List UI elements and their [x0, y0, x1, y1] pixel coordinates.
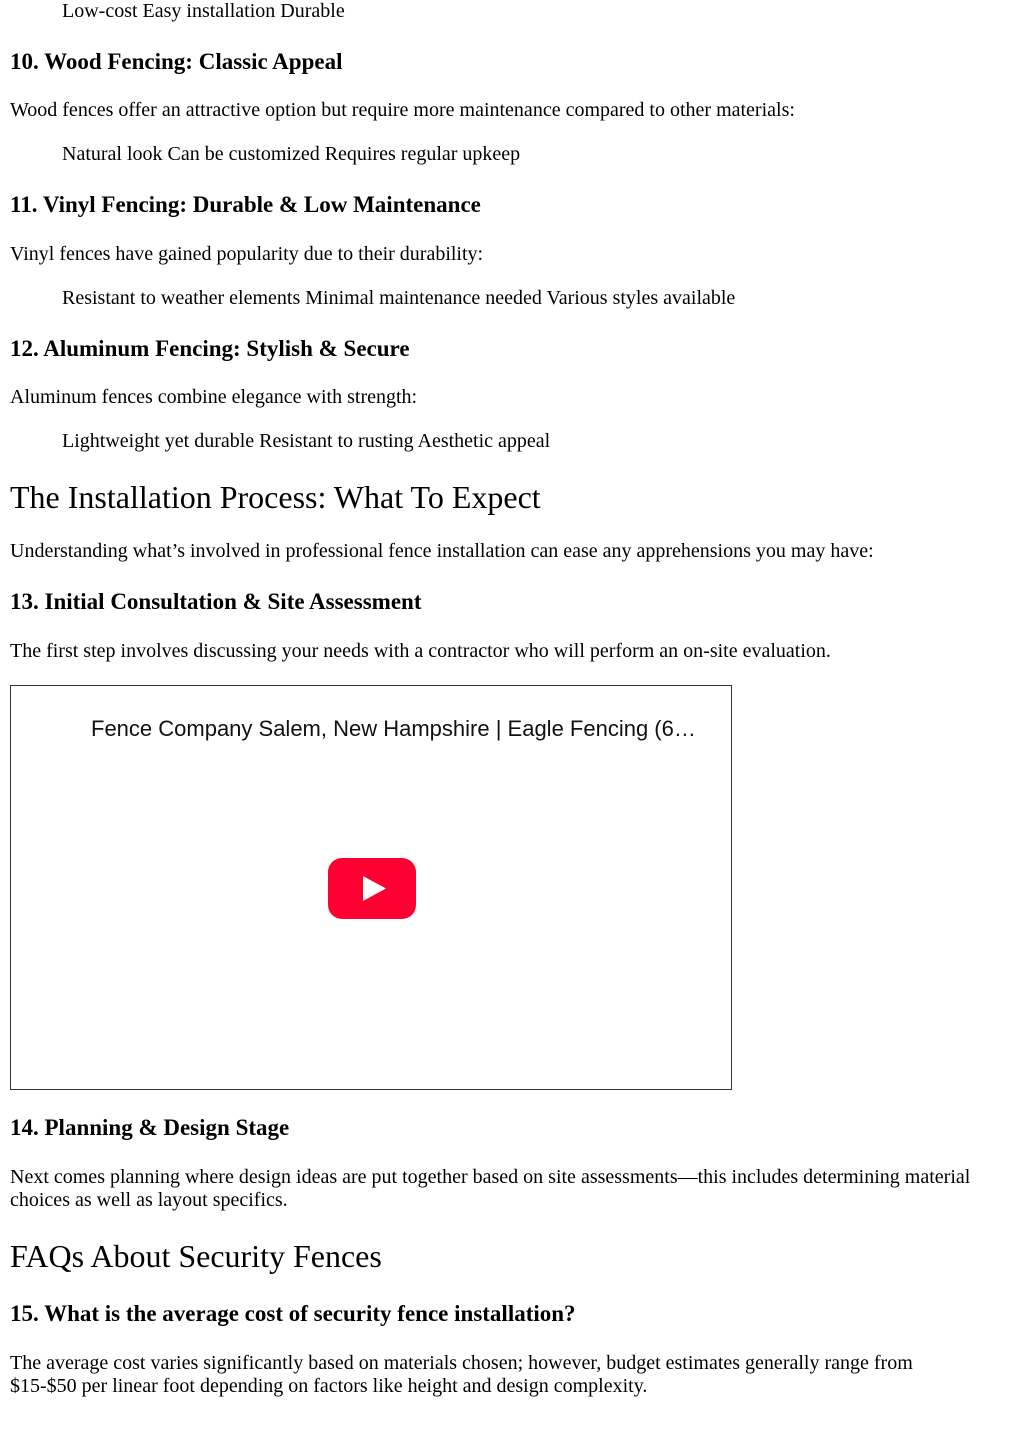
list-item: Resistant to weather elements Minimal maintenance needed Various styles available: [62, 287, 736, 309]
paragraph: Vinyl fences have gained popularity due to their durability:: [10, 243, 484, 265]
youtube-play-icon[interactable]: [328, 858, 416, 919]
video-title[interactable]: Fence Company Salem, New Hampshire | Eagle Fencing (6…: [91, 716, 696, 741]
heading-average-cost: 15. What is the average cost of security fence installation?: [10, 1301, 576, 1326]
paragraph: The first step involves discussing your needs with a contractor who will perform an on-site evaluation.: [10, 640, 831, 662]
heading-wood-fencing: 10. Wood Fencing: Classic Appeal: [10, 49, 343, 74]
heading-aluminum-fencing: 12. Aluminum Fencing: Stylish & Secure: [10, 336, 410, 361]
heading-initial-consultation: 13. Initial Consultation & Site Assessment: [10, 589, 422, 614]
paragraph: Wood fences offer an attractive option but require more maintenance compared to other materials:: [10, 99, 795, 121]
section-heading-installation: The Installation Process: What To Expect: [10, 479, 541, 515]
paragraph: The average cost varies significantly based on materials chosen; however, budget estimates generally range from $15-$50 per linear foot depending on factors like height and design complexity.: [10, 1352, 913, 1397]
paragraph: Understanding what’s involved in professional fence installation can ease any apprehensions you may have:: [10, 540, 874, 562]
list-item: Low-cost Easy installation Durable: [62, 0, 345, 22]
paragraph: Aluminum fences combine elegance with strength:: [10, 386, 418, 408]
list-item: Natural look Can be customized Requires regular upkeep: [62, 143, 521, 165]
paragraph: Next comes planning where design ideas are put together based on site assessments—this includes determining material choices as well as layout specifics.: [10, 1166, 971, 1211]
heading-vinyl-fencing: 11. Vinyl Fencing: Durable & Low Maintenance: [10, 192, 481, 217]
heading-planning-design: 14. Planning & Design Stage: [10, 1115, 290, 1140]
list-item: Lightweight yet durable Resistant to rusting Aesthetic appeal: [62, 430, 551, 452]
section-heading-faqs: FAQs About Security Fences: [10, 1238, 382, 1274]
video-embed[interactable]: [10, 685, 732, 1090]
